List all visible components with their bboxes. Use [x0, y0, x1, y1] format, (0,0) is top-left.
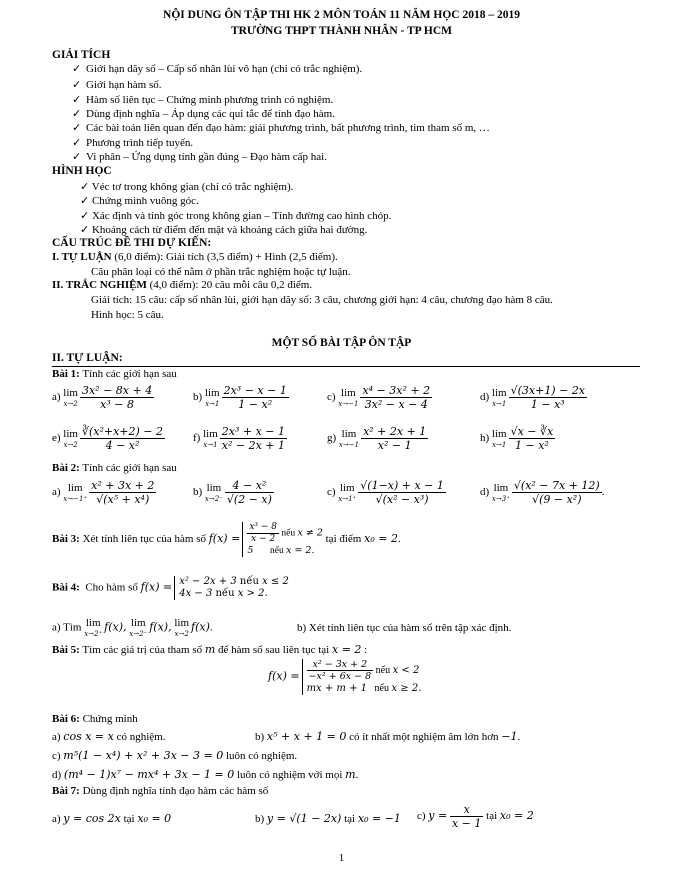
bai1-c: c) lim x→−1 $\frac{\text{x⁴ − 3x² + 2}}{\text{3x² − x − 4}}$ — [327, 384, 431, 412]
bai1-e: e) lim x→2 $\frac{\text{∛(x²+x+2) − 2}}{\text{4 − x²}}$ — [52, 425, 164, 453]
bai-7-c: c) y = $\frac{x}{x - 1}$ tại x₀ = 2 — [417, 803, 534, 831]
list-item: ✓ Chứng minh vuông góc. — [80, 195, 199, 207]
bai-6-b: b) x⁵ + x + 1 = 0 có ít nhất một nghiệm âm lớn hơn −1. — [255, 730, 521, 743]
school-name: TRƯỜNG THPT THÀNH NHÂN - TP HCM — [230, 25, 453, 37]
bai-3: Bài 3: Xét tính liên tục của hàm số f(x) = $\frac{\text{x³ − 8}}{x - 2}$ nếu x ≠ 2 5 nếu x = 2. tại điểm x₀ = 2. — [52, 522, 401, 556]
bai-6-d: d) (m⁴ − 1)x⁷ − mx⁴ + 3x − 1 = 0 luôn có nghiệm với mọi m. — [52, 768, 359, 781]
checkmark-icon: ✓ — [80, 195, 92, 207]
bai-1-heading: Bài 1: Tính các giới hạn sau — [52, 368, 177, 380]
bai1-b: b) lim x→1 $\frac{\text{2x³ − x − 1}}{\text{1 − x²}}$ — [193, 384, 287, 412]
section-cau-truc: CẤU TRÚC ĐỀ THI DỰ KIẾN: — [52, 237, 212, 249]
list-item: ✓ Vi phân – Ứng dụng tính gần đúng – Đạo hàm cấp hai. — [72, 151, 327, 163]
list-item: ✓ Giới hạn dãy số – Cấp số nhân lùi vô hạn (chỉ có trắc nghiệm). — [72, 63, 363, 75]
checkmark-icon: ✓ — [80, 224, 92, 236]
checkmark-icon: ✓ — [72, 137, 82, 149]
bai1-a: a) lim x→2 $\frac{\text{3x² − 8x + 4}}{\text{x³ − 8}}$ — [52, 384, 153, 412]
bai2-a: a) lim x→−1⁺ $\frac{\text{x² + 3x + 2}}{\text{√(x⁵ + x⁴)}}$ — [52, 479, 155, 507]
document-title: NỘI DUNG ÔN TẬP THI HK 2 MÔN TOÁN 11 NĂM HỌC 2018 – 2019 — [163, 9, 520, 21]
list-item: ✓ Các bài toán liên quan đến đạo hàm: giải phương trình, bất phương trình, tìm tham số m, … — [72, 122, 490, 134]
bai-7-heading: Bài 7: Dùng định nghĩa tính đạo hàm các hàm số — [52, 785, 269, 797]
bai-4-a: a) Tìm lim x→2⁺ f(x), lim x→2⁻ f(x), lim x→2 f(x). — [52, 617, 213, 639]
list-item: ✓ Phương trình tiếp tuyến. — [72, 137, 194, 149]
tu-luan-line: I. TỰ LUẬN (6,0 điểm): Giải tích (3,5 điểm) + Hình (2,5 điểm). — [52, 251, 338, 263]
bai-2-heading: Bài 2: Tính các giới hạn sau — [52, 462, 177, 474]
tu-luan-note: Câu phân loại có thể nằm ở phần trắc nghiệm hoặc tự luận. — [91, 266, 351, 278]
divider — [52, 366, 640, 367]
list-item: ✓ Dùng định nghĩa – Áp dụng các qui tắc để tính đạo hàm. — [72, 108, 335, 120]
list-item: ✓ Giới hạn hàm số. — [72, 79, 162, 91]
checkmark-icon: ✓ — [80, 210, 92, 222]
checkmark-icon: ✓ — [72, 63, 82, 75]
list-item: ✓ Hàm số liên tục – Chứng minh phương trình có nghiệm. — [72, 94, 334, 106]
bai1-f: f) lim x→1 $\frac{\text{2x³ + x − 1}}{\text{x² − 2x + 1}}$ — [193, 425, 285, 453]
bai-6-heading: Bài 6: Chứng minh — [52, 713, 138, 725]
checkmark-icon: ✓ — [72, 94, 82, 106]
section-tu-luan: II. TỰ LUẬN: — [52, 352, 123, 364]
bai1-h: h) lim x→1 $\frac{√x - ∛x}{\text{1 − x²}}$ — [480, 425, 554, 453]
exercises-heading: MỘT SỐ BÀI TẬP ÔN TẬP — [271, 337, 412, 349]
bai1-g: g) lim x→−1 $\frac{\text{x² + 2x + 1}}{\text{x² − 1}}$ — [327, 425, 427, 453]
bai-6-c: c) m⁵(1 − x⁴) + x² + 3x − 3 = 0 luôn có nghiệm. — [52, 749, 298, 762]
checkmark-icon: ✓ — [80, 181, 92, 193]
checkmark-icon: ✓ — [72, 151, 82, 163]
bai-5: Bài 5: Tìm các giá trị của tham số m để hàm số sau liên tục tại x = 2 : — [52, 643, 368, 656]
checkmark-icon: ✓ — [72, 108, 82, 120]
bai-5-function: f(x) = $\frac{\text{x² − 3x + 2}}{\text{−x² + 6x − 8}}$ nếu x < 2 mx + m + 1 nếu x ≥ 2. — [268, 659, 422, 694]
section-hinh-hoc: HÌNH HỌC — [52, 165, 112, 177]
bai-4: Bài 4: Cho hàm số f(x) = x² − 2x + 3 nếu x ≤ 2 4x − 3 nếu x > 2. — [52, 576, 289, 599]
list-item: ✓ Xác định và tính góc trong không gian – Tính đường cao hình chóp. — [80, 210, 392, 222]
trac-nghiem-giai-tich: Giải tích: 15 câu: cấp số nhân lùi, giới hạn dãy số: 3 câu, chương giới hạn: 4 câu, chương đạo hàm 8 câu. — [91, 294, 553, 306]
bai-6-a: a) cos x = x có nghiệm. — [52, 730, 166, 743]
checkmark-icon: ✓ — [72, 122, 82, 134]
bai-4-b: b) Xét tính liên tục của hàm số trên tập xác định. — [297, 622, 512, 634]
bai-7-a: a) y = cos 2x tại x₀ = 0 — [52, 812, 172, 825]
bai2-c: c) lim x→1⁺ $\frac{√(1-x) + x - 1}{\text{√(x² − x³)}}$ — [327, 479, 444, 507]
section-giai-tich: GIẢI TÍCH — [52, 49, 111, 61]
list-item: ✓ Véc tơ trong không gian (chỉ có trắc nghiệm). — [80, 181, 294, 193]
bai2-d: d) lim x→3⁺ $\frac{\text{√(x² − 7x + 12)}}{\text{√(9 − x²)}}$ . — [480, 479, 605, 507]
bai2-b: b) lim x→2⁻ $\frac{\text{4 − x²}}{√(2 - x)}$ — [193, 479, 272, 507]
bai-7-b: b) y = √(1 − 2x) tại x₀ = −1 — [255, 812, 401, 825]
checkmark-icon: ✓ — [72, 79, 82, 91]
trac-nghiem-hinh-hoc: Hình học: 5 câu. — [91, 309, 164, 321]
page-number: 1 — [338, 852, 345, 864]
trac-nghiem-line: II. TRẮC NGHIỆM (4,0 điểm): 20 câu mỗi câu 0,2 điểm. — [52, 279, 313, 291]
list-item: ✓ Khoảng cách từ điểm đến mặt và khoảng cách giữa hai đường. — [80, 224, 368, 236]
bai1-d: d) lim x→1 $\frac{√(3x+1) - 2x}{\text{1 − x³}}$ — [480, 384, 586, 412]
